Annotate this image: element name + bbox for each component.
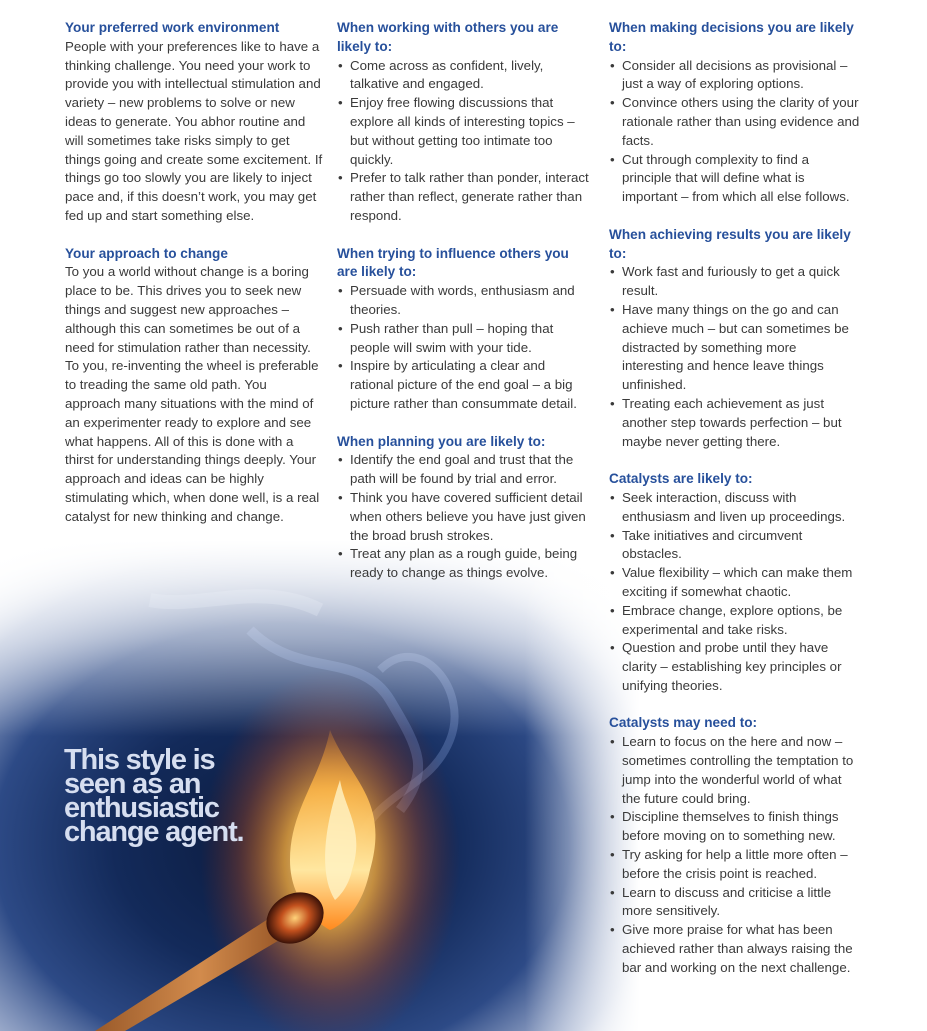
list-item: • Have many things on the go and can achieve much – but can sometimes be distracted by something more interesting and hence leave things unfinished. [609, 301, 861, 395]
list-item: • Cut through complexity to find a principle that will define what is important – from which all else follows. [609, 151, 861, 207]
column-left [65, 19, 323, 545]
list-item: • Value flexibility – which can make them exciting if somewhat chaotic. [609, 564, 861, 602]
list-item: • Consider all decisions as provisional – just a way of exploring options. [609, 57, 861, 95]
tagline [64, 744, 324, 848]
list-item: • Learn to focus on the here and now – sometimes controlling the temptation to jump into the wonderful world of what the future could bring. [609, 733, 861, 808]
list-item: • Try asking for help a little more often – before the crisis point is reached. [609, 846, 861, 884]
list-item: • Give more praise for what has been achieved rather than always raising the bar and working on the next challenge. [609, 921, 861, 977]
bullet-list [609, 489, 861, 696]
section-heading: Catalysts may need to: [609, 715, 758, 731]
list-item: • Convince others using the clarity of your rationale rather than using evidence and facts. [609, 94, 861, 150]
section-heading: When working with others you are likely to: [337, 20, 559, 54]
bullet-list [337, 57, 589, 226]
section-heading: When achieving results you are likely to: [609, 226, 851, 261]
section-heading: Catalysts are likely to: [609, 471, 753, 487]
list-item: • Seek interaction, discuss with enthusiasm and liven up proceedings. [609, 489, 861, 527]
list-item: • Think you have covered sufficient detail when others believe you have just given the broad brush strokes. [337, 489, 589, 545]
section-influence-others [337, 245, 589, 414]
bullet-list [609, 733, 861, 977]
list-item: • Persuade with words, enthusiasm and theories. [337, 282, 589, 320]
column-right [609, 19, 861, 996]
bullet-list [337, 282, 589, 414]
list-item: • Prefer to talk rather than ponder, interact rather than reflect, generate rather than respond. [337, 169, 589, 225]
section-heading: When trying to influence others you are likely to: [337, 245, 569, 280]
section-heading: Your preferred work environment [65, 20, 280, 35]
list-item: • Enjoy free flowing discussions that explore all kinds of interesting topics – but without getting too intimate too quickly. [337, 94, 589, 169]
list-item: • Discipline themselves to finish things before moving on to something new. [609, 808, 861, 846]
section-approach-to-change [65, 245, 323, 527]
section-body: To you a world without change is a boring place to be. This drives you to seek new things and suggest new approaches – although this can sometimes be out of a need for stimulation rather than necessity. To you, re-inventing the wheel is preferable to treading the same old path. You approach many situations with the mind of an experimenter ready to explore and see what happens. All of this is done with a thirst for understanding things deeply. Your approach and ideas can be highly stimulating which, when done well, is a real catalyst for new thinking and change. [65, 264, 320, 524]
section-body: People with your preferences like to have a thinking challenge. You need your work to provide you with intellectual stimulation and variety – new problems to solve or new ideas to generate. You abhor routine and will sometimes take risks simply to get things going and create some excitement. If things go too slowly you are likely to inject pace and, if this doesn’t work, you may get fed up and start something else. [65, 38, 323, 223]
column-middle [337, 19, 589, 602]
list-item: • Inspire by articulating a clear and rational picture of the end goal – a big picture rather than consummate detail. [337, 357, 589, 413]
bullet-list [337, 451, 589, 583]
bullet-list [609, 263, 861, 451]
list-item: • Treating each achievement as just another step towards perfection – but maybe never getting there. [609, 395, 861, 451]
bullet-list [609, 57, 861, 207]
tagline-line: This style is [64, 744, 215, 776]
list-item: • Identify the end goal and trust that the path will be found by trial and error. [337, 451, 589, 489]
list-item: • Push rather than pull – hoping that people will swim with your tide. [337, 320, 589, 358]
tagline-line: seen as an [64, 768, 201, 800]
section-planning [337, 433, 589, 583]
tagline-line: change agent. [64, 816, 244, 848]
list-item: • Take initiatives and circumvent obstacles. [609, 527, 861, 565]
section-catalysts-likely [609, 470, 861, 696]
section-heading: When planning you are likely to: [337, 433, 546, 449]
section-working-with-others [337, 19, 589, 226]
list-item: • Come across as confident, lively, talkative and engaged. [337, 57, 589, 95]
section-making-decisions [609, 19, 861, 207]
section-catalysts-need [609, 714, 861, 977]
section-heading: When making decisions you are likely to: [609, 20, 854, 54]
list-item: • Treat any plan as a rough guide, being ready to change as things evolve. [337, 545, 589, 583]
section-achieving-results [609, 226, 861, 452]
tagline-line: enthusiastic [64, 792, 219, 824]
list-item: • Work fast and furiously to get a quick result. [609, 263, 861, 301]
list-item: • Embrace change, explore options, be experimental and take risks. [609, 602, 861, 640]
list-item: • Question and probe until they have clarity – establishing key principles or unifying theories. [609, 639, 861, 695]
list-item: • Learn to discuss and criticise a little more sensitively. [609, 884, 861, 922]
section-heading: Your approach to change [65, 245, 228, 261]
section-work-environment [65, 19, 323, 226]
